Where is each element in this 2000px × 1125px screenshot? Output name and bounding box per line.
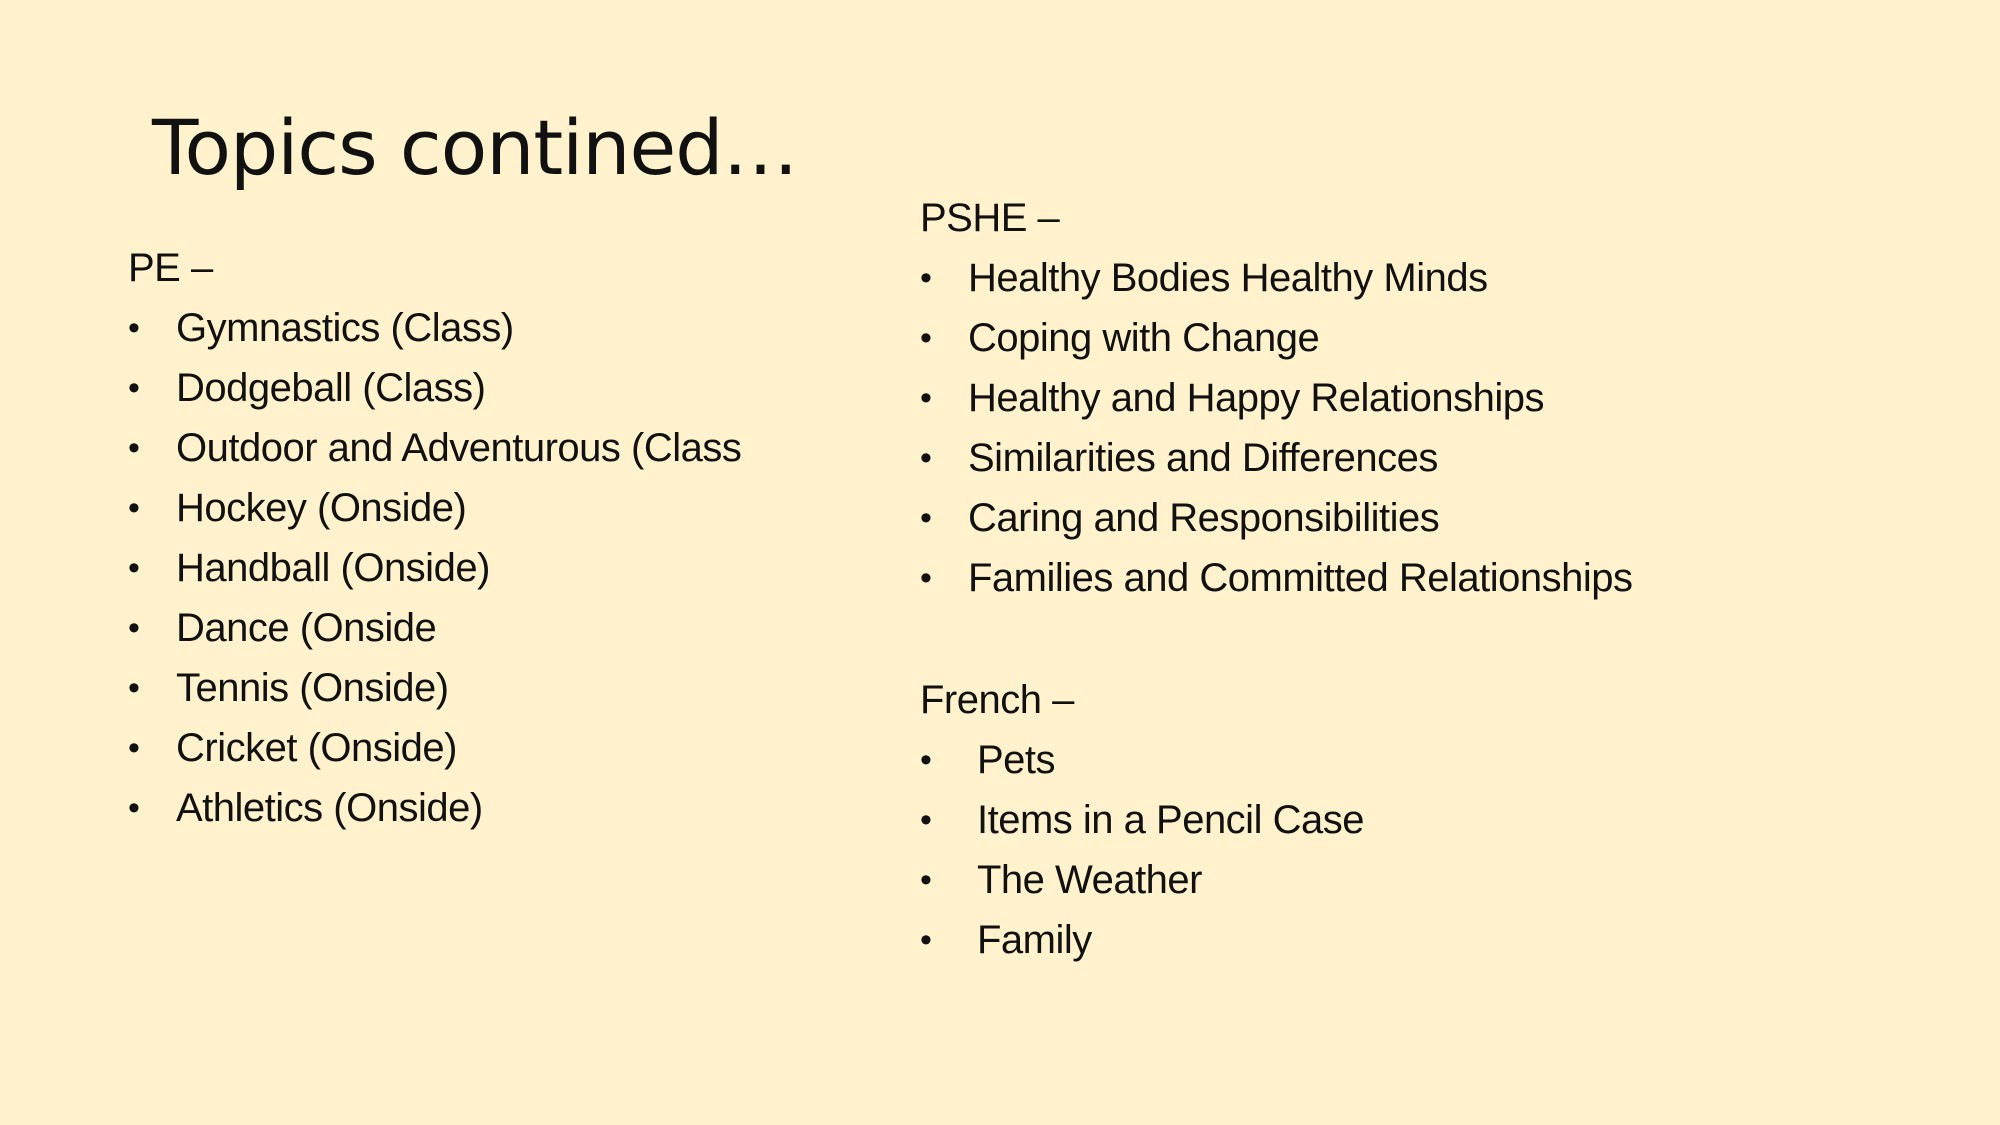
list-item: [128, 418, 741, 478]
list-item-text: Athletics (Onside): [176, 786, 483, 830]
bullet-icon: •: [128, 369, 140, 407]
list-item: [920, 488, 1633, 548]
list-item: [920, 790, 1364, 850]
list-item-text: Caring and Responsibilities: [968, 496, 1440, 540]
bullet-icon: •: [128, 669, 140, 707]
pe-heading: PE –: [128, 246, 213, 290]
french-list: [920, 730, 1364, 970]
list-item: [128, 298, 741, 358]
bullet-icon: •: [920, 319, 932, 357]
list-item: [128, 718, 741, 778]
list-item-text: Dodgeball (Class): [176, 366, 486, 410]
list-item-text: Hockey (Onside): [176, 486, 467, 530]
list-item-text: Handball (Onside): [176, 546, 490, 590]
list-item-text: Tennis (Onside): [176, 666, 449, 710]
list-item-text: Gymnastics (Class): [176, 306, 514, 350]
bullet-icon: •: [128, 429, 140, 467]
list-item-text: Families and Committed Relationships: [968, 556, 1633, 600]
list-item: [920, 730, 1364, 790]
list-item-text: Outdoor and Adventurous (Class: [176, 426, 742, 470]
bullet-icon: •: [920, 499, 932, 537]
french-heading: French –: [920, 678, 1074, 722]
bullet-icon: •: [128, 549, 140, 587]
list-item-text: Dance (Onside: [176, 606, 437, 650]
bullet-icon: •: [128, 609, 140, 647]
french-section: [920, 670, 1364, 970]
pe-section: [128, 238, 741, 838]
bullet-icon: •: [920, 259, 932, 297]
list-item-text: Items in a Pencil Case: [977, 798, 1364, 842]
list-item: [128, 358, 741, 418]
list-item-text: The Weather: [977, 858, 1202, 902]
bullet-icon: •: [920, 379, 932, 417]
bullet-icon: •: [128, 789, 140, 827]
pe-list: [128, 298, 741, 838]
bullet-icon: •: [920, 559, 932, 597]
bullet-icon: •: [920, 439, 932, 477]
list-item-text: Family: [977, 918, 1092, 962]
list-item: [920, 248, 1633, 308]
list-item: [920, 308, 1633, 368]
list-item-text: Healthy Bodies Healthy Minds: [968, 256, 1488, 300]
slide-title: Topics contined…: [152, 103, 798, 192]
pshe-list: [920, 248, 1633, 608]
list-item-text: Healthy and Happy Relationships: [968, 376, 1544, 420]
bullet-icon: •: [920, 741, 932, 779]
list-item: [128, 478, 741, 538]
bullet-icon: •: [128, 489, 140, 527]
list-item: [128, 658, 741, 718]
list-item-text: Pets: [977, 738, 1056, 782]
list-item-text: Coping with Change: [968, 316, 1320, 360]
bullet-icon: •: [920, 801, 932, 839]
list-item: [920, 910, 1364, 970]
bullet-icon: •: [128, 309, 140, 347]
bullet-icon: •: [920, 861, 932, 899]
list-item: [920, 368, 1633, 428]
list-item: [920, 428, 1633, 488]
list-item: [920, 850, 1364, 910]
pshe-section: [920, 188, 1633, 608]
bullet-icon: •: [920, 921, 932, 959]
list-item: [128, 598, 741, 658]
bullet-icon: •: [128, 729, 140, 767]
pshe-heading: PSHE –: [920, 196, 1060, 240]
list-item: [128, 538, 741, 598]
list-item-text: Similarities and Differences: [968, 436, 1438, 480]
list-item: [128, 778, 741, 838]
list-item: [920, 548, 1633, 608]
list-item-text: Cricket (Onside): [176, 726, 457, 770]
